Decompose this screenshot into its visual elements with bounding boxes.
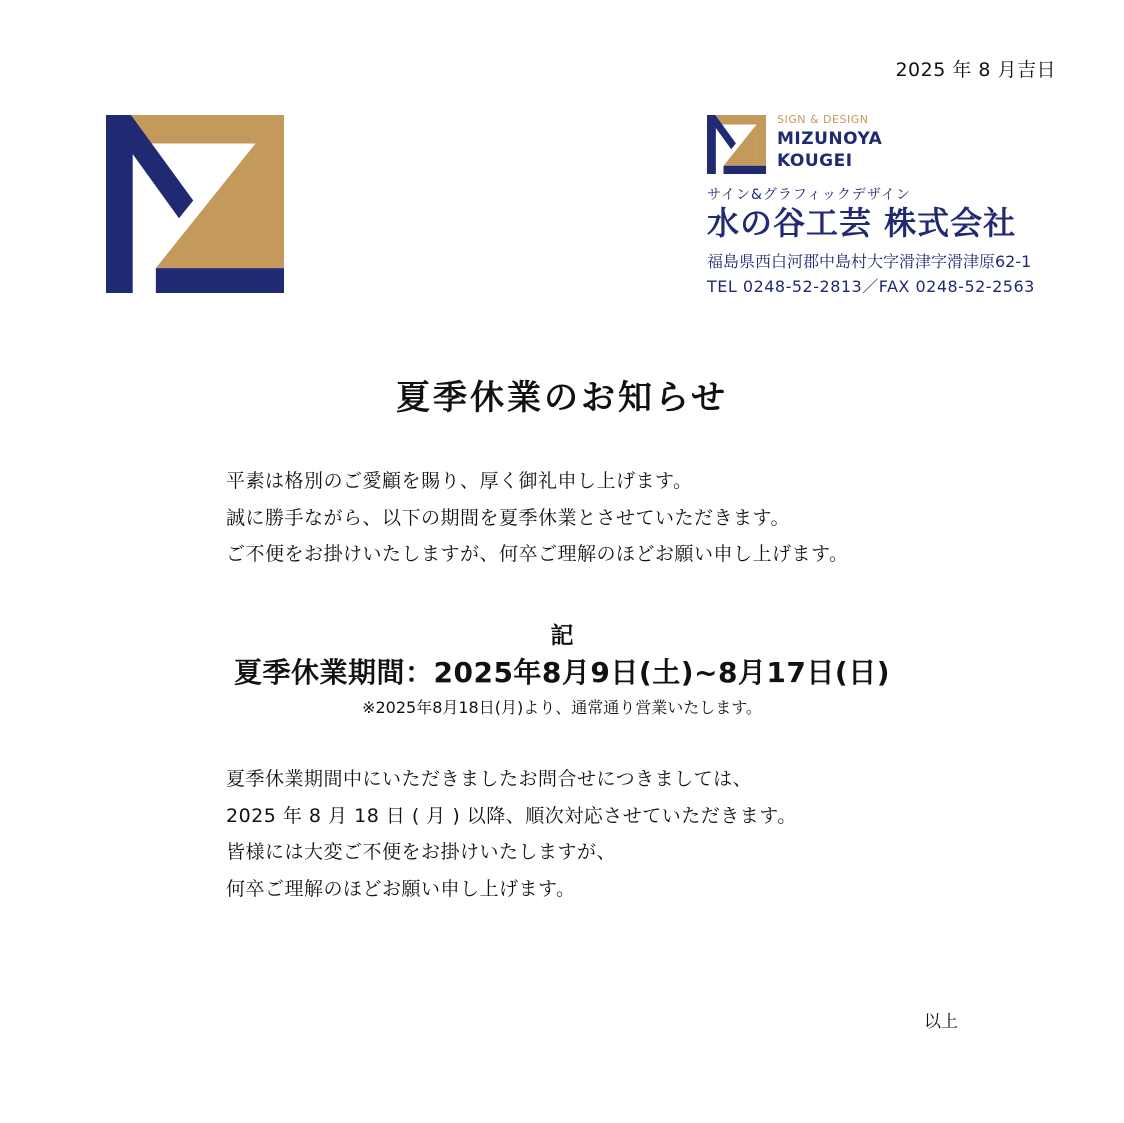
followup-paragraph (226, 761, 1026, 907)
company-en-name-line1: MIZUNOYA (777, 129, 883, 149)
intro-paragraph (226, 463, 1026, 573)
company-jp-tagline: サイン&グラフィックデザイン (707, 187, 911, 203)
intro-line: 誠に勝手ながら、以下の期間を夏季休業とさせていただきます。 (226, 506, 790, 529)
document-date: 2025 年 8 月吉日 (895, 59, 1056, 81)
company-address: 福島県西白河郡中島村大字滑津字滑津原62-1 (707, 252, 1032, 271)
followup-line: 2025 年 8 月 18 日 ( 月 ) 以降、順次対応させていただきます。 (226, 804, 797, 827)
closing-mark: 以上 (924, 1012, 958, 1032)
company-logo-mark (106, 115, 284, 293)
company-name: 水の谷工芸 株式会社 (707, 204, 1017, 242)
intro-line: ご不便をお掛けいたしますが、何卒ご理解のほどお願い申し上げます。 (226, 543, 849, 565)
ki-heading: 記 (550, 623, 574, 649)
followup-line: 何卒ご理解のほどお願い申し上げます。 (226, 877, 576, 900)
company-en-tagline: SIGN & DESIGN (777, 113, 869, 126)
company-en-name-line2: KOUGEI (777, 151, 853, 171)
notice-title: 夏季休業のお知らせ (396, 378, 728, 418)
company-contact: TEL 0248-52-2813／FAX 0248-52-2563 (707, 277, 1035, 296)
followup-line: 皆様には大変ご不便をお掛けいたしますが、 (226, 841, 617, 863)
followup-line: 夏季休業期間中にいただきましたお問合せにつきましては、 (226, 768, 753, 790)
holiday-period: 夏季休業期間：2025年8月9日(土)~8月17日(日) (234, 656, 890, 689)
intro-line: 平素は格別のご愛顧を賜り、厚く御礼申し上げます。 (226, 470, 693, 492)
company-info (707, 113, 1067, 303)
company-logo-small (707, 115, 766, 174)
period-note: ※2025年8月18日(月)より、通常通り営業いたします。 (362, 698, 762, 717)
